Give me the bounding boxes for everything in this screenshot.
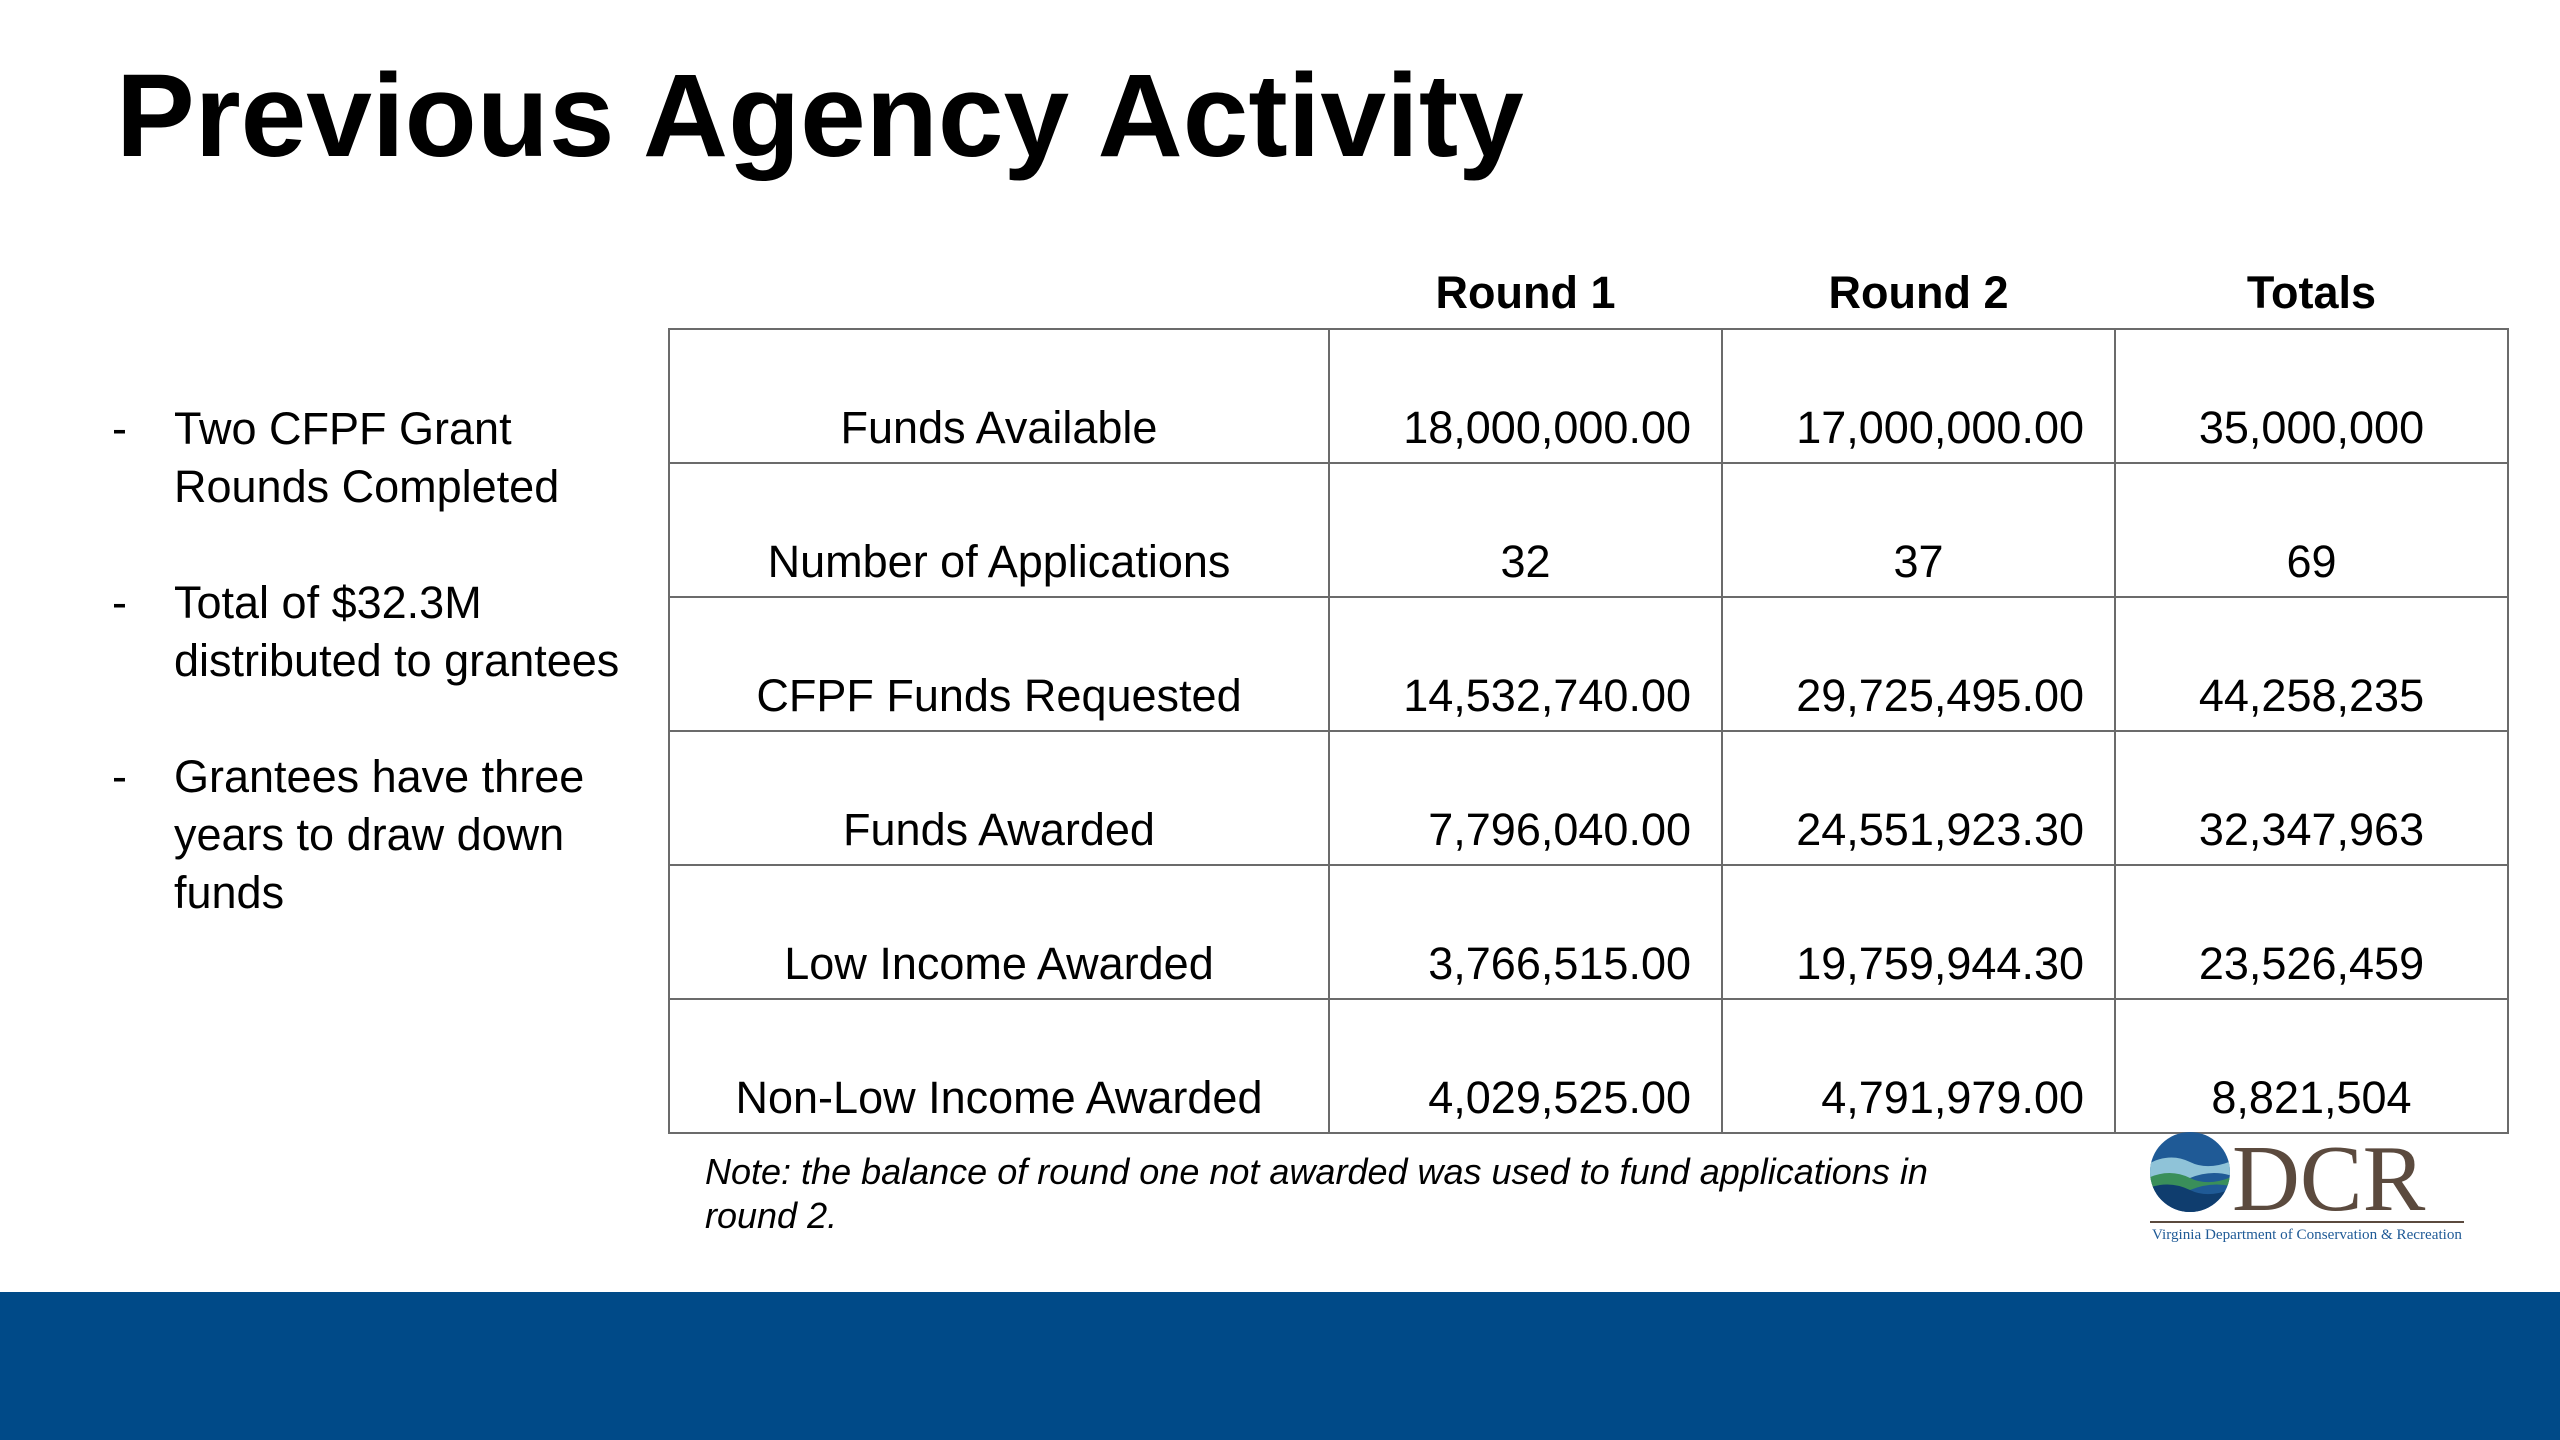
logo-wordmark: DCR [2232, 1127, 2426, 1231]
row-label: Funds Available [669, 329, 1329, 463]
bullet-text: Grantees have three years to draw down funds [174, 751, 585, 918]
round-1-value: 3,766,515.00 [1329, 865, 1722, 999]
table-row [669, 999, 2508, 1133]
round-2-value: 17,000,000.00 [1722, 329, 2115, 463]
bullet-marker: - [112, 577, 127, 628]
round-2-value: 19,759,944.30 [1722, 865, 2115, 999]
dcr-logo [2148, 1122, 2468, 1248]
round-2-value: 4,791,979.00 [1722, 999, 2115, 1133]
bullet-text: Total of $32.3M distributed to grantees [174, 577, 620, 686]
table-row [669, 597, 2508, 731]
round-1-value: 14,532,740.00 [1329, 597, 1722, 731]
bullet-list [112, 400, 672, 980]
activity-table [668, 258, 2509, 1134]
logo-globe-icon [2148, 1122, 2238, 1222]
bullet-item [112, 748, 672, 922]
bullet-item [112, 400, 672, 516]
header-round-1: Round 1 [1435, 267, 1616, 318]
table-header-row [669, 258, 2508, 329]
round-1-value: 4,029,525.00 [1329, 999, 1722, 1133]
round-1-value: 7,796,040.00 [1329, 731, 1722, 865]
table-row [669, 865, 2508, 999]
footer-band [0, 1292, 2560, 1440]
row-label: Funds Awarded [669, 731, 1329, 865]
bullet-marker: - [112, 751, 127, 802]
round-1-value: 32 [1329, 463, 1722, 597]
total-value: 23,526,459 [2115, 865, 2508, 999]
total-value: 44,258,235 [2115, 597, 2508, 731]
round-2-value: 24,551,923.30 [1722, 731, 2115, 865]
round-2-value: 29,725,495.00 [1722, 597, 2115, 731]
row-label: Non-Low Income Awarded [669, 999, 1329, 1133]
row-label: Low Income Awarded [669, 865, 1329, 999]
table-row [669, 731, 2508, 865]
table-row [669, 463, 2508, 597]
row-label: CFPF Funds Requested [669, 597, 1329, 731]
total-value: 32,347,963 [2115, 731, 2508, 865]
footnote: Note: the balance of round one not awarded was used to fund applications in round 2. [705, 1151, 1928, 1236]
header-empty [669, 258, 1329, 329]
bullet-marker: - [112, 403, 127, 454]
header-round-2: Round 2 [1828, 267, 2009, 318]
row-label: Number of Applications [669, 463, 1329, 597]
total-value: 35,000,000 [2115, 329, 2508, 463]
total-value: 8,821,504 [2115, 999, 2508, 1133]
bullet-item [112, 574, 672, 690]
round-2-value: 37 [1722, 463, 2115, 597]
logo-tagline: Virginia Department of Conservation & Recreation [2152, 1227, 2463, 1243]
table-row [669, 329, 2508, 463]
bullet-text: Two CFPF Grant Rounds Completed [174, 403, 560, 512]
page-title: Previous Agency Activity [116, 50, 1524, 182]
header-totals: Totals [2246, 267, 2377, 318]
round-1-value: 18,000,000.00 [1329, 329, 1722, 463]
total-value: 69 [2115, 463, 2508, 597]
